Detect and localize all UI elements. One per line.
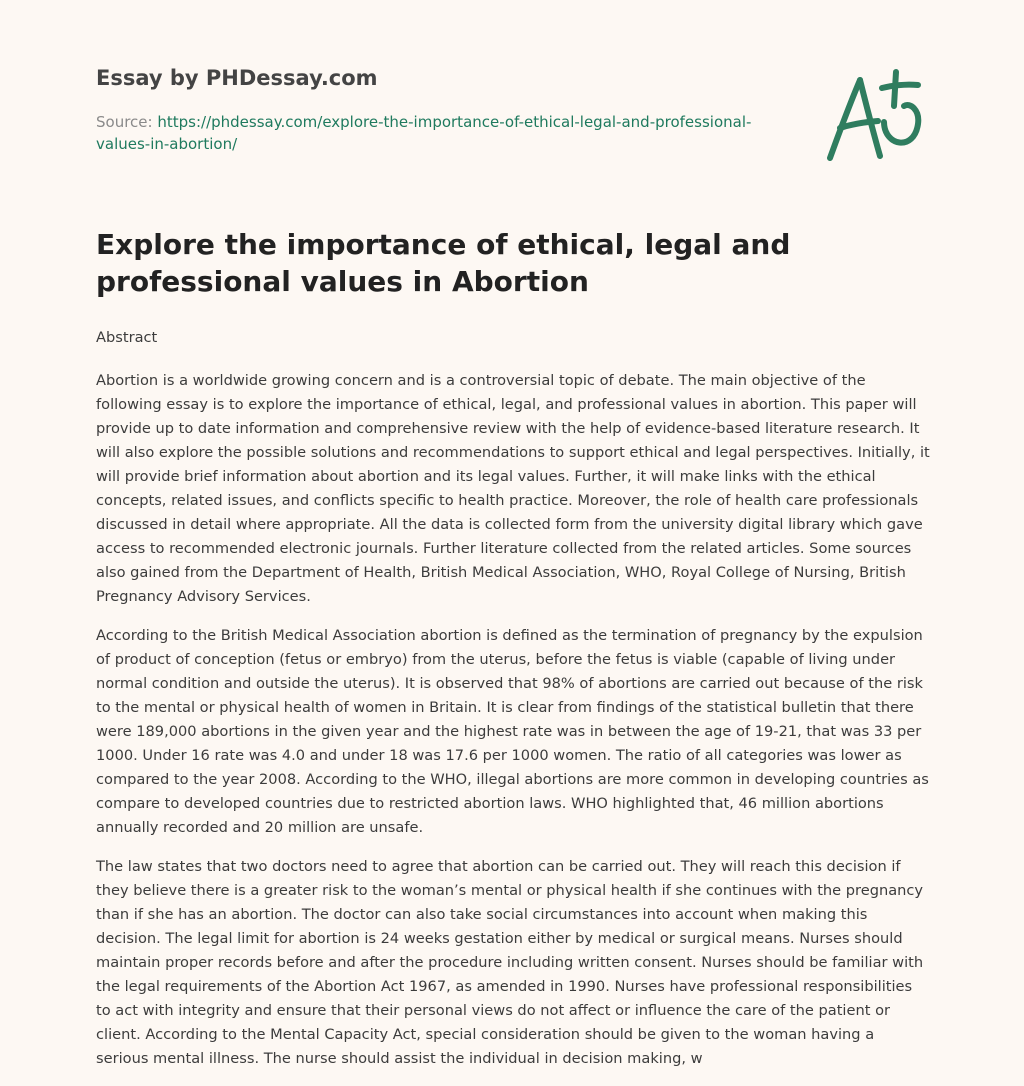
paragraph: Abortion is a worldwide growing concern and is a controversial topic of debate. The main objective of the following essay is to explore the importance of ethical, legal, and professional values in abortion. This paper will provide up to date information and comprehensive review with the help of evidence-based literature research. It will also explore the possible solutions and recommendations to support ethical and legal perspectives. Initially, it will provide brief information about abortion and its legal values. Further, it will make links with the ethical concepts, related issues, and conflicts specific to health practice. Moreover, the role of health care professionals discussed in detail where appropriate. All the data is collected form from the university digital library which gave access to recommended electronic journals. Further literature collected from the related articles. Some sources also gained from the Department of Health, British Medical Association, WHO, Royal College of Nursing, British Pregnancy Advisory Services. (96, 372, 930, 605)
section-heading: Abstract (96, 329, 158, 346)
essay-body (96, 326, 930, 1086)
a-plus-logo-icon (818, 66, 928, 166)
essay-title: Explore the importance of ethical, legal and professional values in Abortion (96, 228, 791, 298)
site-brand: Essay by PHDessay.com (96, 66, 378, 90)
paragraph: The law states that two doctors need to agree that abortion can be carried out. They will reach this decision if they believe there is a greater risk to the woman’s mental or physical health if she continues with the pregnancy than if she has an abortion. The doctor can also take social circumstances into account when making this decision. The legal limit for abortion is 24 weeks gestation either by medical or surgical means. Nurses should maintain proper records before and after the procedure including written consent. Nurses should be familiar with the legal requirements of the Abortion Act 1967, as amended in 1990. Nurses have professional responsibilities to act with integrity and ensure that their personal views do not affect or influence the care of the patient or client. According to the Mental Capacity Act, special consideration should be given to the woman having a serious mental illness. The nurse should assist the individual in decision making, w (96, 858, 924, 1067)
source-label: Source: (96, 113, 153, 131)
source-line (96, 111, 776, 155)
source-link[interactable]: https://phdessay.com/explore-the-importance-of-ethical-legal-and-professional-values-in-abortion/ (96, 113, 752, 153)
paragraph: According to the British Medical Association abortion is defined as the termination of pregnancy by the expulsion of product of conception (fetus or embryo) from the uterus, before the fetus is viable (capable of living under normal condition and outside the uterus). It is observed that 98% of abortions are carried out because of the risk to the mental or physical health of women in Britain. It is clear from findings of the statistical bulletin that there were 189,000 abortions in the given year and the highest rate was in between the age of 19-21, that was 33 per 1000. Under 16 rate was 4.0 and under 18 was 17.6 per 1000 women. The ratio of all categories was lower as compared to the year 2008. According to the WHO, illegal abortions are more common in developing countries as compare to developed countries due to restricted abortion laws. WHO highlighted that, 46 million abortions annually recorded and 20 million are unsafe. (96, 627, 929, 836)
